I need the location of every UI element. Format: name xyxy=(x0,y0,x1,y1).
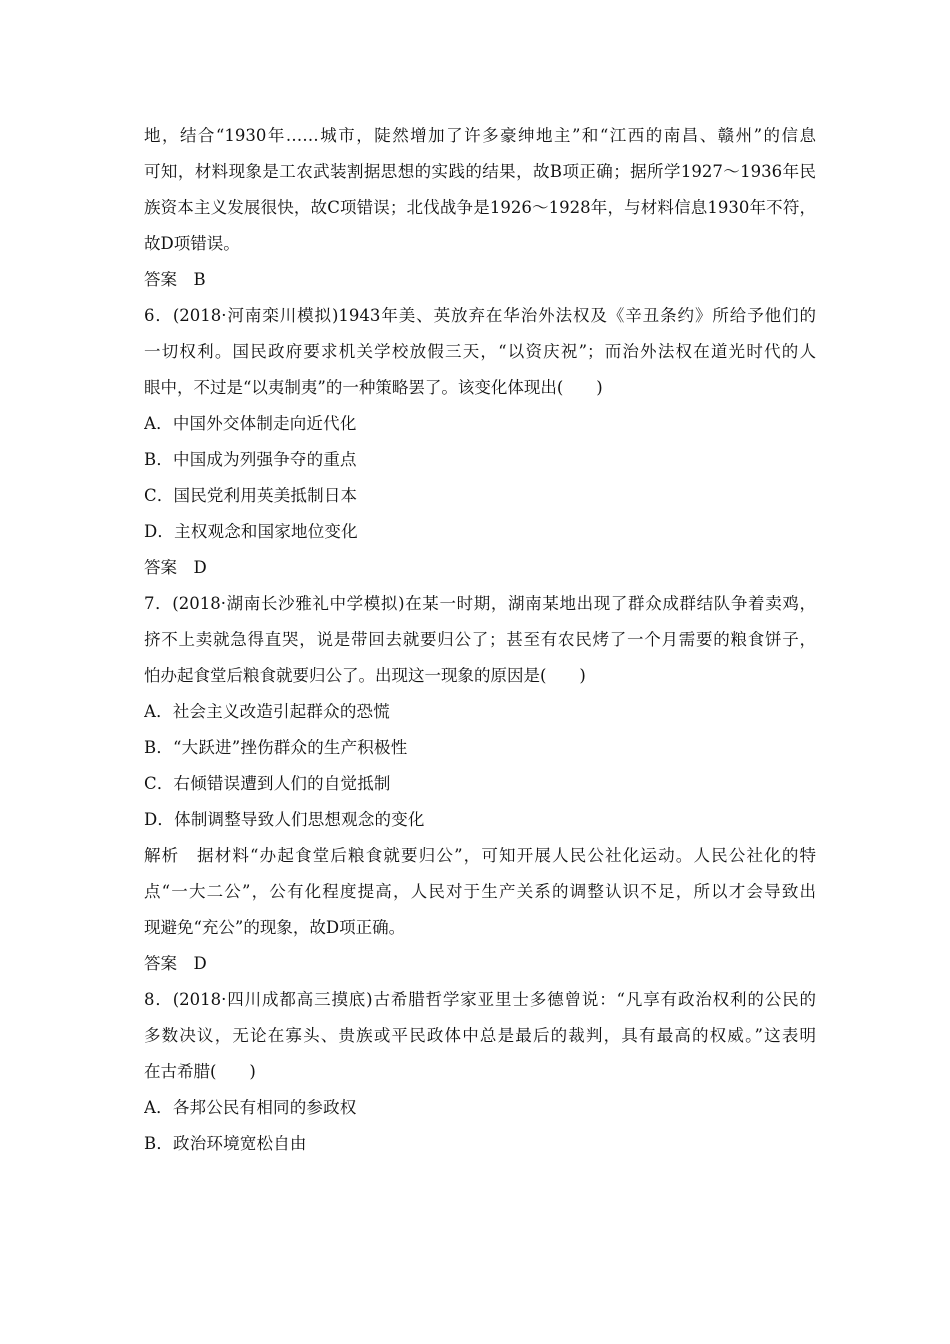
question-7-stem: 挤不上卖就急得直哭，说是带回去就要归公了；甚至有农民烤了一个月需要的粮食饼子， xyxy=(144,630,816,649)
answer-line: 答案 B xyxy=(144,270,206,289)
question-7-option-a: A．社会主义改造引起群众的恐慌 xyxy=(144,702,390,721)
answer-line: 答案 D xyxy=(144,954,207,973)
question-7-stem: 7．(2018·湖南长沙雅礼中学模拟)在某一时期，湖南某地出现了群众成群结队争着卖鸡， xyxy=(144,594,816,613)
text-line: 族资本主义发展很快，故C项错误；北伐战争是1926～1928年，与材料信息1930年不符， xyxy=(144,198,816,217)
question-6-option-a: A．中国外交体制走向近代化 xyxy=(144,414,357,433)
analysis-line: 点“一大二公”，公有化程度提高，人民对于生产关系的调整认识不足，所以才会导致出 xyxy=(144,882,816,901)
answer-line: 答案 D xyxy=(144,558,207,577)
analysis-line: 现避免“充公”的现象，故D项正确。 xyxy=(144,918,406,937)
question-6-option-d: D．主权观念和国家地位变化 xyxy=(144,522,358,541)
text-line: 故D项错误。 xyxy=(144,234,240,253)
document-page xyxy=(144,118,816,1162)
question-6-option-c: C．国民党利用英美抵制日本 xyxy=(144,486,358,505)
question-8-stem: 多数决议，无论在寡头、贵族或平民政体中总是最后的裁判，具有最高的权威。”这表明 xyxy=(144,1026,816,1045)
question-7-option-b: B．“大跃进”挫伤群众的生产积极性 xyxy=(144,738,408,757)
question-6-stem: 一切权利。国民政府要求机关学校放假三天，“以资庆祝”；而治外法权在道光时代的人 xyxy=(144,342,816,361)
text-line: 可知，材料现象是工农武装割据思想的实践的结果，故B项正确；据所学1927～1936年民 xyxy=(144,162,816,181)
question-6-stem: 眼中，不过是“以夷制夷”的一种策略罢了。该变化体现出( ) xyxy=(144,378,603,397)
question-7-option-c: C．右倾错误遭到人们的自觉抵制 xyxy=(144,774,391,793)
question-7-option-d: D．体制调整导致人们思想观念的变化 xyxy=(144,810,425,829)
question-8-stem: 8．(2018·四川成都高三摸底)古希腊哲学家亚里士多德曾说：“凡享有政治权利的公民的 xyxy=(144,990,816,1009)
question-6-option-b: B．中国成为列强争夺的重点 xyxy=(144,450,357,469)
question-8-option-a: A．各邦公民有相同的参政权 xyxy=(144,1098,357,1117)
analysis-line: 解析 据材料“办起食堂后粮食就要归公”，可知开展人民公社化运动。人民公社化的特 xyxy=(144,846,816,865)
question-6-stem: 6．(2018·河南栾川模拟)1943年美、英放弃在华治外法权及《辛丑条约》所给予他们的 xyxy=(144,306,816,325)
question-7-stem: 怕办起食堂后粮食就要归公了。出现这一现象的原因是( ) xyxy=(144,666,586,685)
question-8-option-b: B．政治环境宽松自由 xyxy=(144,1134,307,1153)
text-line: 地，结合“1930年……城市，陡然增加了许多豪绅地主”和“江西的南昌、赣州”的信息 xyxy=(144,126,816,145)
question-8-stem: 在古希腊( ) xyxy=(144,1062,256,1081)
